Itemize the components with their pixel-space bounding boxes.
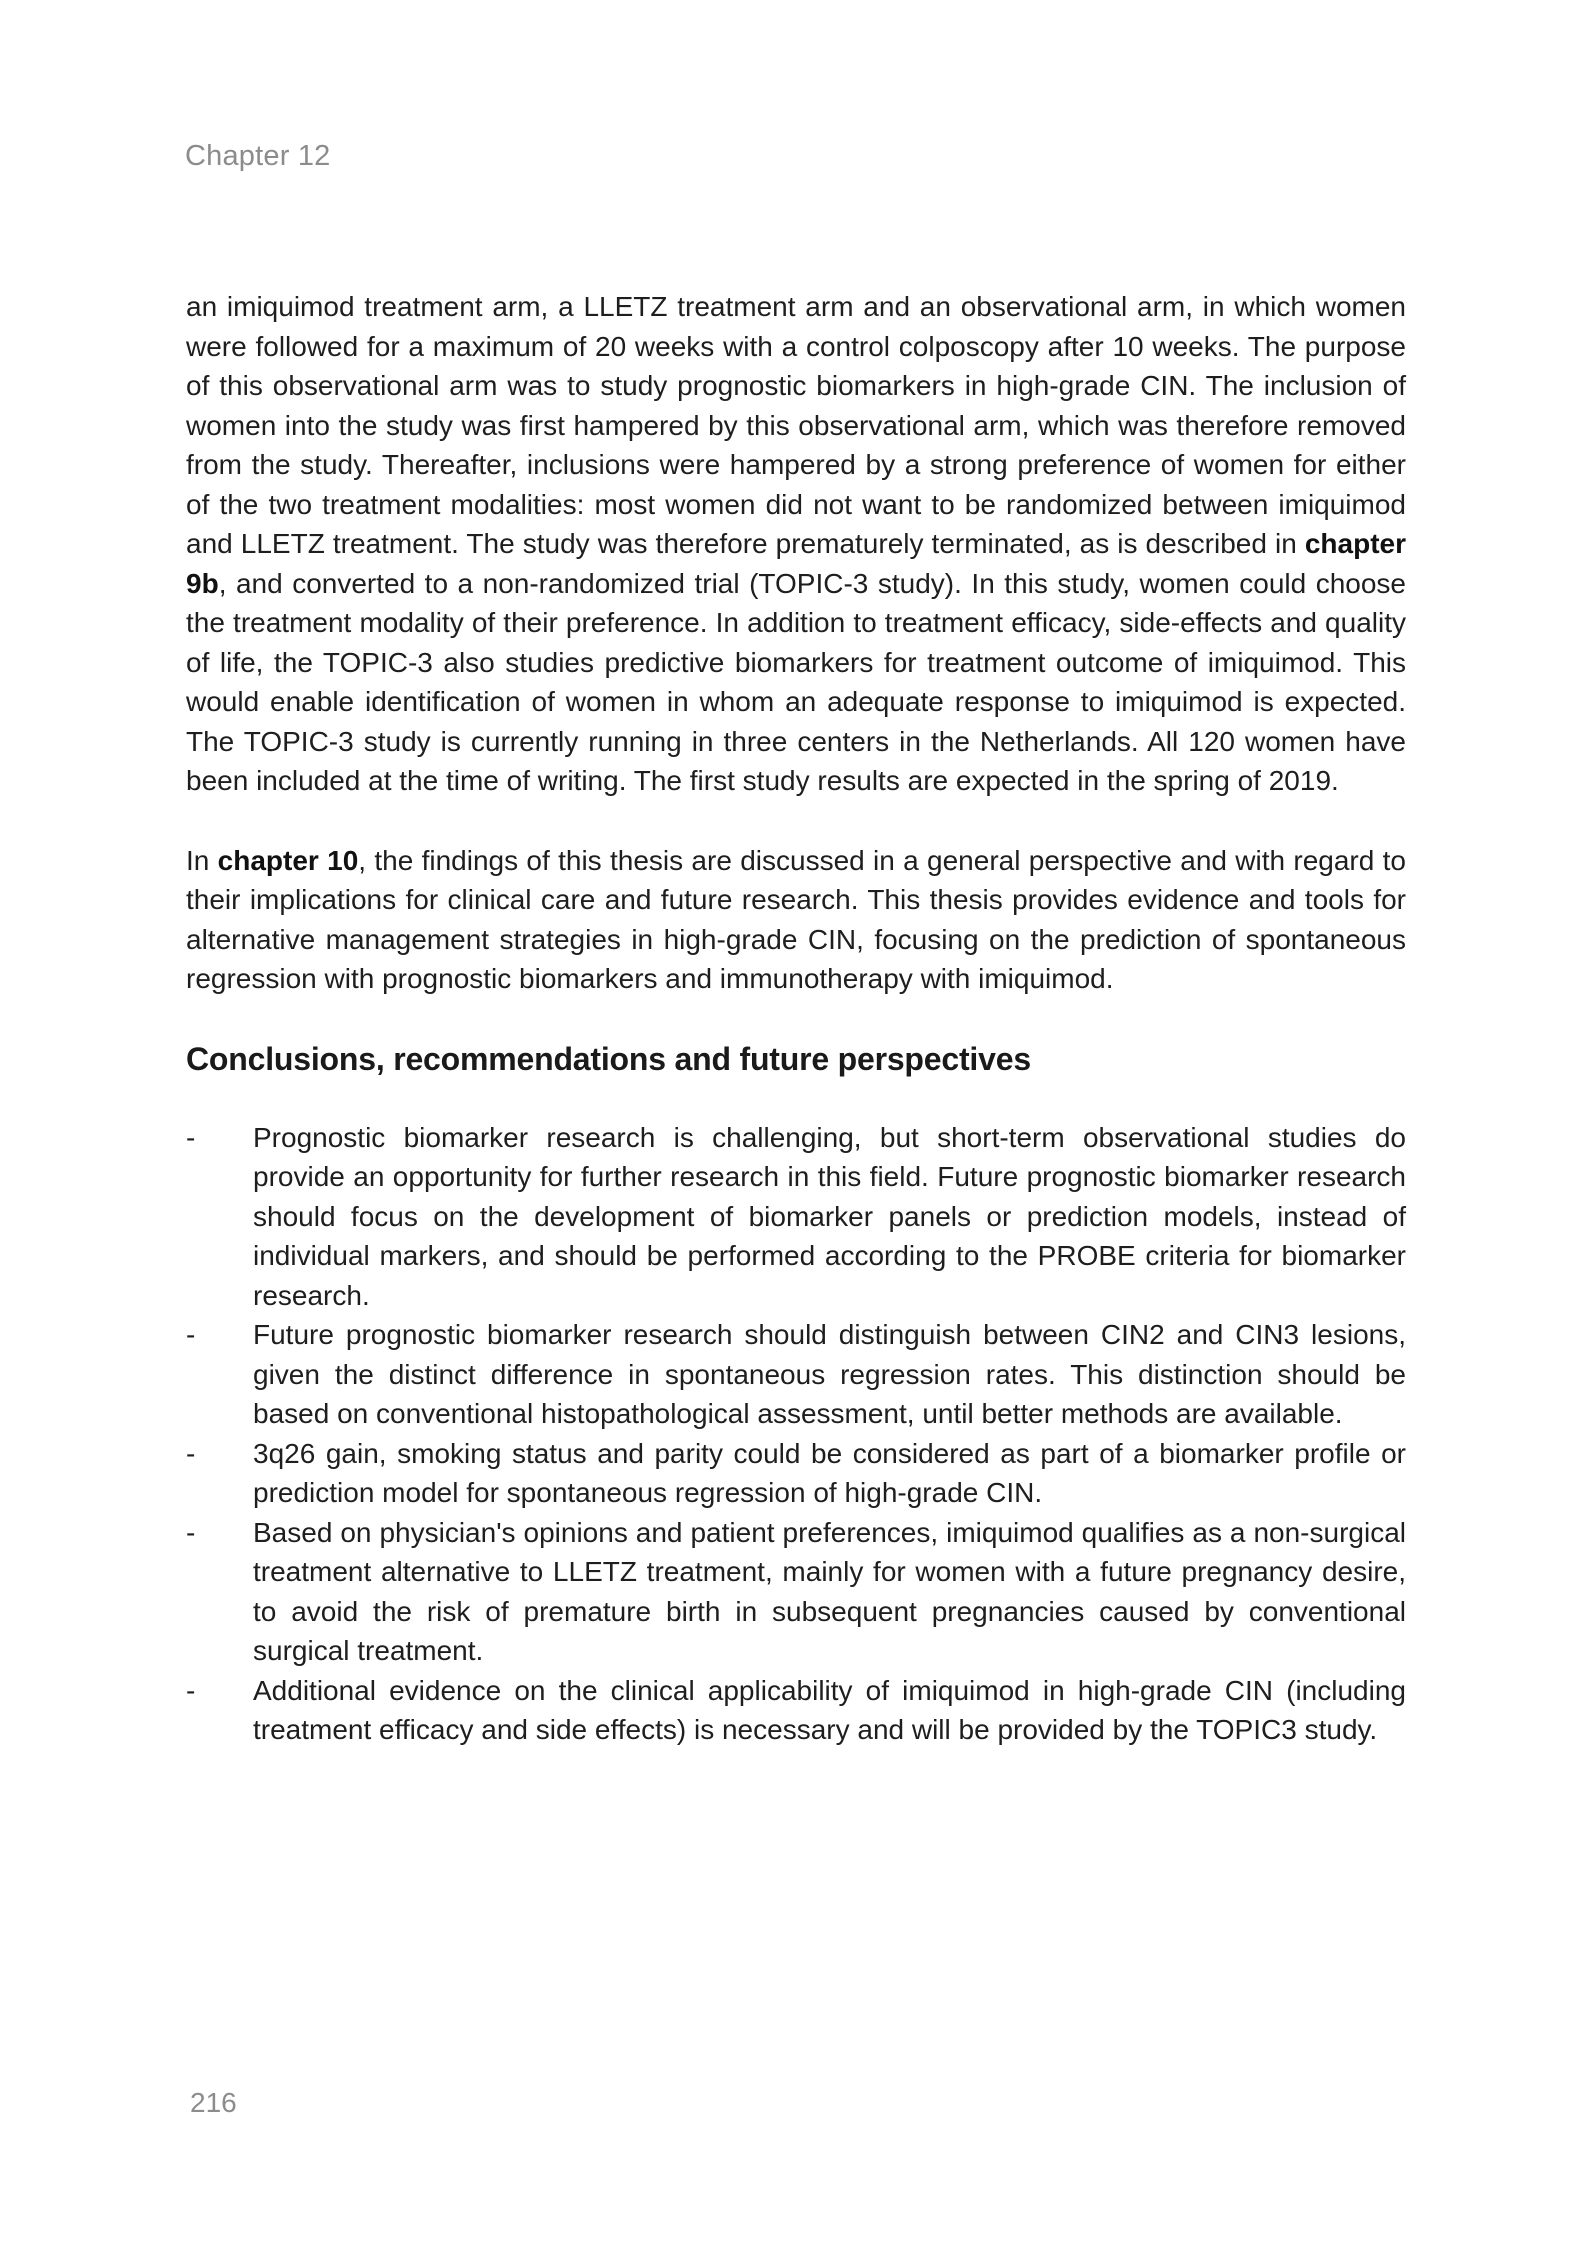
paragraph-text: In (186, 844, 218, 876)
section-heading: Conclusions, recommendations and future perspectives (186, 1040, 1031, 1077)
page-number: 216 (190, 2087, 237, 2118)
list-item (186, 1315, 1406, 1434)
list-item (186, 1434, 1406, 1513)
bullet-dash: - (186, 1319, 196, 1350)
bullet-dash: - (186, 1674, 196, 1706)
list-item-text: 3q26 gain, smoking status and parity could be considered as part of a biomarker profile or prediction model for spontaneous regression of high-grade CIN. (253, 1437, 1406, 1508)
bullet-dash: - (186, 1121, 196, 1153)
paragraph-text: an imiquimod treatment arm, a LLETZ treatment arm and an observational arm, in which women were followed for a maximum of 20 weeks with a control colposcopy after 10 weeks. The purpose of this observational arm was to study prognostic biomarkers in high-grade CIN. The inclusion of women into the study was first hampered by this observational arm, which was therefore removed from the study. Thereafter, inclusions were hampered by a strong preference of women for either of the two treatment modalities: most women did not want to be randomized between imiquimod and LLETZ treatment. The study was therefore prematurely terminated, as is described in (186, 291, 1406, 559)
running-header: Chapter 12 (185, 140, 331, 172)
paragraph-text: , the findings of this thesis are discussed in a general perspective and with regard to their implications for clinical care and future research. This thesis provides evidence and tools for alternative management strategies in high-grade CIN, focusing on the prediction of spontaneous regression with prognostic biomarkers and immunotherapy with imiquimod. (186, 844, 1406, 994)
paragraph-chapter-10 (186, 841, 1406, 999)
list-item-text: Future prognostic biomarker research should distinguish between CIN2 and CIN3 lesions, given the distinct difference in spontaneous regression rates. This distinction should be based on conventional histopathological assessment, until better methods are available. (253, 1319, 1406, 1429)
paragraph-text: , and converted to a non-randomized trial (TOPIC-3 study). In this study, women could choose the treatment modality of their preference. In addition to treatment efficacy, side-effects and quality of life, the TOPIC-3 also studies predictive biomarkers for treatment outcome of imiquimod. This would enable identification of women in whom an adequate response to imiquimod is expected. The TOPIC-3 study is currently running in three centers in the Netherlands. All 120 women have been included at the time of writing. The first study results are expected in the spring of 2019. (186, 567, 1406, 796)
bullet-dash: - (186, 1437, 196, 1469)
bullet-dash: - (186, 1516, 196, 1548)
paragraph-topic-study (186, 287, 1406, 801)
list-item-text: Prognostic biomarker research is challenging, but short-term observational studies do provide an opportunity for further research in this field. Future prognostic biomarker research should focus on the development of biomarker panels or prediction models, instead of individual markers, and should be performed according to the PROBE criteria for biomarker research. (253, 1121, 1406, 1311)
list-item-text: Based on physician's opinions and patient preferences, imiquimod qualifies as a non-surgical treatment alternative to LLETZ treatment, mainly for women with a future pregnancy desire, to avoid the risk of premature birth in subsequent pregnancies caused by conventional surgical treatment. (253, 1516, 1406, 1666)
list-item (186, 1513, 1406, 1671)
conclusions-list (186, 1118, 1406, 1750)
list-item (186, 1671, 1406, 1750)
list-item (186, 1118, 1406, 1316)
list-item-text: Additional evidence on the clinical applicability of imiquimod in high-grade CIN (including treatment efficacy and side effects) is necessary and will be provided by the TOPIC3 study. (253, 1674, 1406, 1745)
chapter-reference: chapter 9b (186, 528, 1406, 599)
page-content (186, 287, 1406, 1750)
chapter-reference: chapter 10 (217, 844, 359, 876)
